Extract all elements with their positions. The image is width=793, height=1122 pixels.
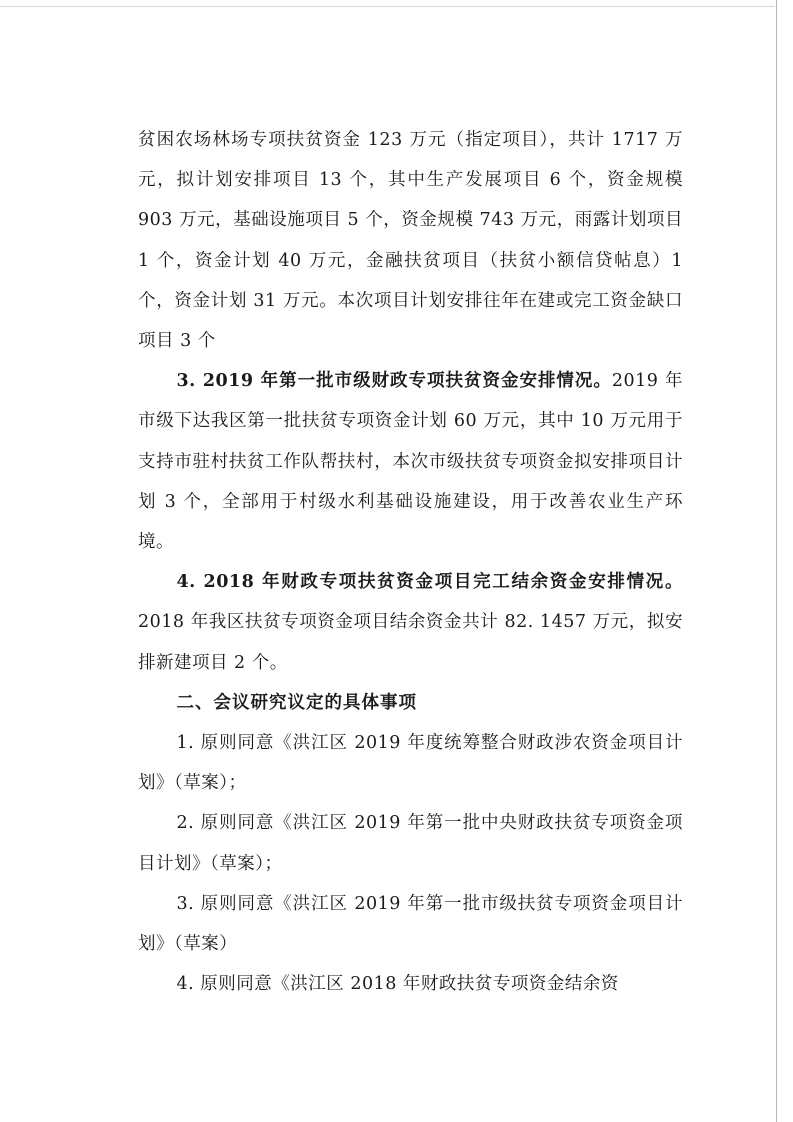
paragraph-funding-summary: 贫困农场林场专项扶贫资金 123 万元（指定项目），共计 1717 万元，拟计划安排项目 13 个，其中生产发展项目 6 个，资金规模 903 万元，基础设施项目 5 个，资金规模 743 万元，雨露计划项目 1 个，资金计划 40 万元，金融扶贫项目（扶贫小额信贷帖息）1 个，资金计划 31 万元。本次项目计划安排往年在建或完工资金缺口项目 3 个 [138,130,683,352]
scan-top-border [0,6,775,7]
list-item: 4. 原则同意《洪江区 2018 年财政扶贫专项资金结余资 [176,974,619,995]
paragraph-municipal-funds-body: 2019 年市级下达我区第一批扶贫专项资金计划 60 万元，其中 10 万元用于支持市驻村扶贫工作队帮扶村，本次市级扶贫专项资金拟安排项目计划 3 个，全部用于村级水利基础设施建设，用于改善农业生产环境。 [138,371,683,553]
section-heading: 二、会议研究议定的具体事项 [176,692,417,713]
paragraph-surplus-funds-title: 4. 2018 年财政专项扶贫资金项目完工结余资金安排情况。 [176,572,683,593]
list-item: 1. 原则同意《洪江区 2019 年度统筹整合财政涉农资金项目计划》（草案）； [138,733,683,794]
scan-right-border [776,0,777,1122]
list-item: 3. 原则同意《洪江区 2019 年第一批市级扶贫专项资金项目计划》（草案） [138,893,683,955]
paragraph-surplus-funds [138,562,683,683]
document-page [138,120,683,1004]
paragraph-municipal-funds-title: 3. 2019 年第一批市级财政专项扶贫资金安排情况。 [176,371,612,392]
paragraph-municipal-funds [138,361,683,562]
list-item: 2. 原则同意《洪江区 2019 年第一批中央财政扶贫专项资金项目计划》（草案）； [138,813,683,874]
paragraph-surplus-funds-body: 2018 年我区扶贫专项资金项目结余资金共计 82. 1457 万元，拟安排新建项目 2 个。 [138,612,683,673]
